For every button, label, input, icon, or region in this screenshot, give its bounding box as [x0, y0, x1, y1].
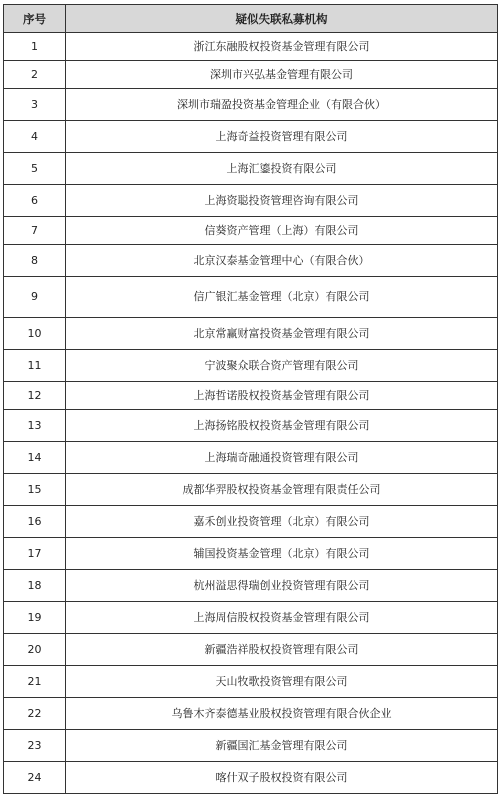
row-number: 9: [4, 277, 66, 318]
table-row: [4, 730, 498, 762]
table-row: [4, 634, 498, 666]
row-number: 12: [4, 382, 66, 410]
row-number: 18: [4, 570, 66, 602]
table-row: [4, 89, 498, 121]
row-institution: 嘉禾创业投资管理（北京）有限公司: [66, 506, 498, 538]
table-row: [4, 538, 498, 570]
table-row: [4, 61, 498, 89]
row-number: 20: [4, 634, 66, 666]
header-serial-number: 序号: [4, 5, 66, 33]
row-number: 16: [4, 506, 66, 538]
table-row: [4, 762, 498, 794]
row-number: 7: [4, 217, 66, 245]
table-row: [4, 474, 498, 506]
row-number: 19: [4, 602, 66, 634]
row-institution: 乌鲁木齐泰德基业股权投资管理有限合伙企业: [66, 698, 498, 730]
table-row: [4, 153, 498, 185]
row-institution: 信广银汇基金管理（北京）有限公司: [66, 277, 498, 318]
row-institution: 天山牧歌投资管理有限公司: [66, 666, 498, 698]
row-institution: 喀什双子股权投资有限公司: [66, 762, 498, 794]
row-number: 6: [4, 185, 66, 217]
row-institution: 信葵资产管理（上海）有限公司: [66, 217, 498, 245]
row-number: 2: [4, 61, 66, 89]
row-institution: 上海周信股权投资基金管理有限公司: [66, 602, 498, 634]
row-institution: 深圳市瑞盈投资基金管理企业（有限合伙）: [66, 89, 498, 121]
row-number: 17: [4, 538, 66, 570]
table-row: [4, 33, 498, 61]
row-institution: 宁波聚众联合资产管理有限公司: [66, 350, 498, 382]
row-institution: 上海瑞奇融通投资管理有限公司: [66, 442, 498, 474]
row-institution: 上海汇鎏投资有限公司: [66, 153, 498, 185]
table-row: [4, 570, 498, 602]
table-row: [4, 217, 498, 245]
row-institution: 上海哲诺股权投资基金管理有限公司: [66, 382, 498, 410]
row-number: 1: [4, 33, 66, 61]
row-number: 10: [4, 318, 66, 350]
row-institution: 上海资聪投资管理咨询有限公司: [66, 185, 498, 217]
table-row: [4, 382, 498, 410]
row-number: 24: [4, 762, 66, 794]
institutions-table: [3, 4, 498, 794]
header-institution-name: 疑似失联私募机构: [66, 5, 498, 33]
row-institution: 北京汉泰基金管理中心（有限合伙）: [66, 245, 498, 277]
row-number: 14: [4, 442, 66, 474]
row-number: 22: [4, 698, 66, 730]
row-number: 23: [4, 730, 66, 762]
row-institution: 杭州溢思得瑞创业投资管理有限公司: [66, 570, 498, 602]
row-institution: 新疆国汇基金管理有限公司: [66, 730, 498, 762]
table-row: [4, 666, 498, 698]
institutions-table-container: [3, 4, 497, 794]
table-row: [4, 318, 498, 350]
row-number: 5: [4, 153, 66, 185]
row-institution: 深圳市兴弘基金管理有限公司: [66, 61, 498, 89]
row-number: 11: [4, 350, 66, 382]
row-institution: 北京常赢财富投资基金管理有限公司: [66, 318, 498, 350]
row-institution: 上海奇益投资管理有限公司: [66, 121, 498, 153]
row-institution: 辅国投资基金管理（北京）有限公司: [66, 538, 498, 570]
table-row: [4, 185, 498, 217]
table-row: [4, 602, 498, 634]
row-number: 4: [4, 121, 66, 153]
table-row: [4, 277, 498, 318]
table-row: [4, 245, 498, 277]
table-row: [4, 410, 498, 442]
table-row: [4, 442, 498, 474]
row-institution: 上海扬铭股权投资基金管理有限公司: [66, 410, 498, 442]
table-row: [4, 506, 498, 538]
row-institution: 新疆浩祥股权投资管理有限公司: [66, 634, 498, 666]
row-institution: 浙江东融股权投资基金管理有限公司: [66, 33, 498, 61]
table-row: [4, 350, 498, 382]
table-row: [4, 121, 498, 153]
table-row: [4, 698, 498, 730]
row-number: 8: [4, 245, 66, 277]
row-number: 21: [4, 666, 66, 698]
row-institution: 成都华羿股权投资基金管理有限责任公司: [66, 474, 498, 506]
table-header-row: [4, 5, 498, 33]
row-number: 13: [4, 410, 66, 442]
row-number: 3: [4, 89, 66, 121]
row-number: 15: [4, 474, 66, 506]
